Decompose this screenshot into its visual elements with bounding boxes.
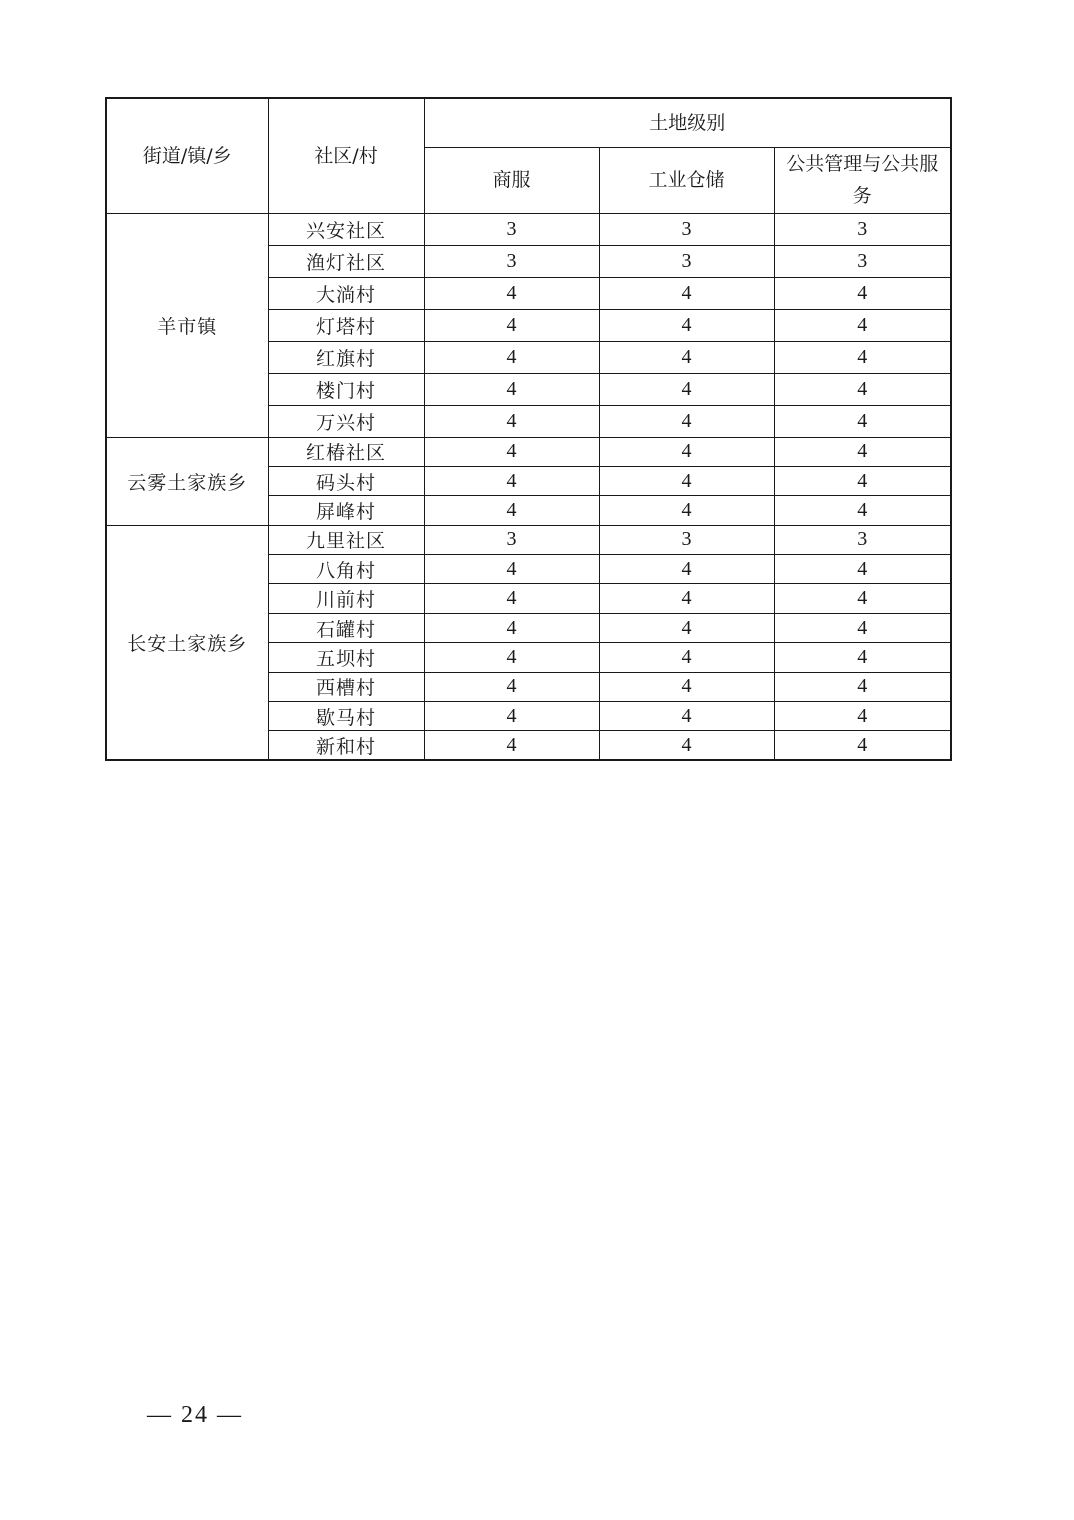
commercial-level-cell: 4: [424, 613, 599, 642]
public-level-cell: 4: [774, 555, 951, 584]
header-commercial: 商服: [424, 147, 599, 213]
public-level-cell: 3: [774, 213, 951, 245]
public-level-cell: 3: [774, 245, 951, 277]
community-cell: 新和村: [268, 731, 424, 760]
community-cell: 灯塔村: [268, 309, 424, 341]
table-row: [106, 213, 951, 245]
commercial-level-cell: 3: [424, 245, 599, 277]
community-cell: 兴安社区: [268, 213, 424, 245]
district-cell: 羊市镇: [106, 213, 268, 437]
industrial-level-cell: 3: [599, 525, 774, 554]
commercial-level-cell: 3: [424, 525, 599, 554]
commercial-level-cell: 4: [424, 341, 599, 373]
industrial-level-cell: 4: [599, 731, 774, 760]
commercial-level-cell: 4: [424, 731, 599, 760]
industrial-level-cell: 4: [599, 405, 774, 437]
header-industrial: 工业仓储: [599, 147, 774, 213]
public-level-cell: 4: [774, 584, 951, 613]
community-cell: 九里社区: [268, 525, 424, 554]
public-level-cell: 4: [774, 341, 951, 373]
community-cell: 渔灯社区: [268, 245, 424, 277]
commercial-level-cell: 4: [424, 277, 599, 309]
community-cell: 川前村: [268, 584, 424, 613]
table-row: [106, 437, 951, 466]
industrial-level-cell: 4: [599, 466, 774, 495]
public-level-cell: 4: [774, 373, 951, 405]
commercial-level-cell: 4: [424, 466, 599, 495]
commercial-level-cell: 4: [424, 672, 599, 701]
land-level-table: [105, 97, 952, 761]
header-district: 街道/镇/乡: [106, 98, 268, 213]
public-level-cell: 3: [774, 525, 951, 554]
header-community: 社区/村: [268, 98, 424, 213]
commercial-level-cell: 4: [424, 373, 599, 405]
industrial-level-cell: 3: [599, 245, 774, 277]
commercial-level-cell: 4: [424, 584, 599, 613]
public-level-cell: 4: [774, 405, 951, 437]
industrial-level-cell: 4: [599, 437, 774, 466]
public-level-cell: 4: [774, 437, 951, 466]
header-land-level: 土地级别: [424, 98, 951, 147]
community-cell: 五坝村: [268, 643, 424, 672]
commercial-level-cell: 4: [424, 496, 599, 525]
community-cell: 楼门村: [268, 373, 424, 405]
public-level-cell: 4: [774, 309, 951, 341]
page-number: — 24 —: [147, 1402, 243, 1428]
community-cell: 红旗村: [268, 341, 424, 373]
public-level-cell: 4: [774, 643, 951, 672]
public-level-cell: 4: [774, 702, 951, 731]
community-cell: 红椿社区: [268, 437, 424, 466]
public-level-cell: 4: [774, 466, 951, 495]
public-level-cell: 4: [774, 496, 951, 525]
commercial-level-cell: 4: [424, 702, 599, 731]
industrial-level-cell: 4: [599, 613, 774, 642]
community-cell: 西槽村: [268, 672, 424, 701]
industrial-level-cell: 4: [599, 277, 774, 309]
public-level-cell: 4: [774, 277, 951, 309]
district-cell: 云雾土家族乡: [106, 437, 268, 525]
public-level-cell: 4: [774, 613, 951, 642]
industrial-level-cell: 4: [599, 373, 774, 405]
commercial-level-cell: 4: [424, 555, 599, 584]
commercial-level-cell: 4: [424, 405, 599, 437]
table-row: [106, 525, 951, 554]
commercial-level-cell: 4: [424, 309, 599, 341]
commercial-level-cell: 4: [424, 437, 599, 466]
public-level-cell: 4: [774, 731, 951, 760]
community-cell: 大淌村: [268, 277, 424, 309]
commercial-level-cell: 3: [424, 213, 599, 245]
community-cell: 歇马村: [268, 702, 424, 731]
industrial-level-cell: 4: [599, 672, 774, 701]
table-header: [106, 98, 951, 213]
commercial-level-cell: 4: [424, 643, 599, 672]
industrial-level-cell: 4: [599, 309, 774, 341]
header-public: 公共管理与公共服务: [774, 147, 951, 213]
industrial-level-cell: 4: [599, 496, 774, 525]
industrial-level-cell: 4: [599, 643, 774, 672]
industrial-level-cell: 4: [599, 584, 774, 613]
industrial-level-cell: 4: [599, 341, 774, 373]
community-cell: 八角村: [268, 555, 424, 584]
community-cell: 屏峰村: [268, 496, 424, 525]
community-cell: 万兴村: [268, 405, 424, 437]
industrial-level-cell: 4: [599, 702, 774, 731]
community-cell: 码头村: [268, 466, 424, 495]
industrial-level-cell: 3: [599, 213, 774, 245]
district-cell: 长安土家族乡: [106, 525, 268, 760]
public-level-cell: 4: [774, 672, 951, 701]
community-cell: 石罐村: [268, 613, 424, 642]
industrial-level-cell: 4: [599, 555, 774, 584]
table-body: [106, 213, 951, 760]
